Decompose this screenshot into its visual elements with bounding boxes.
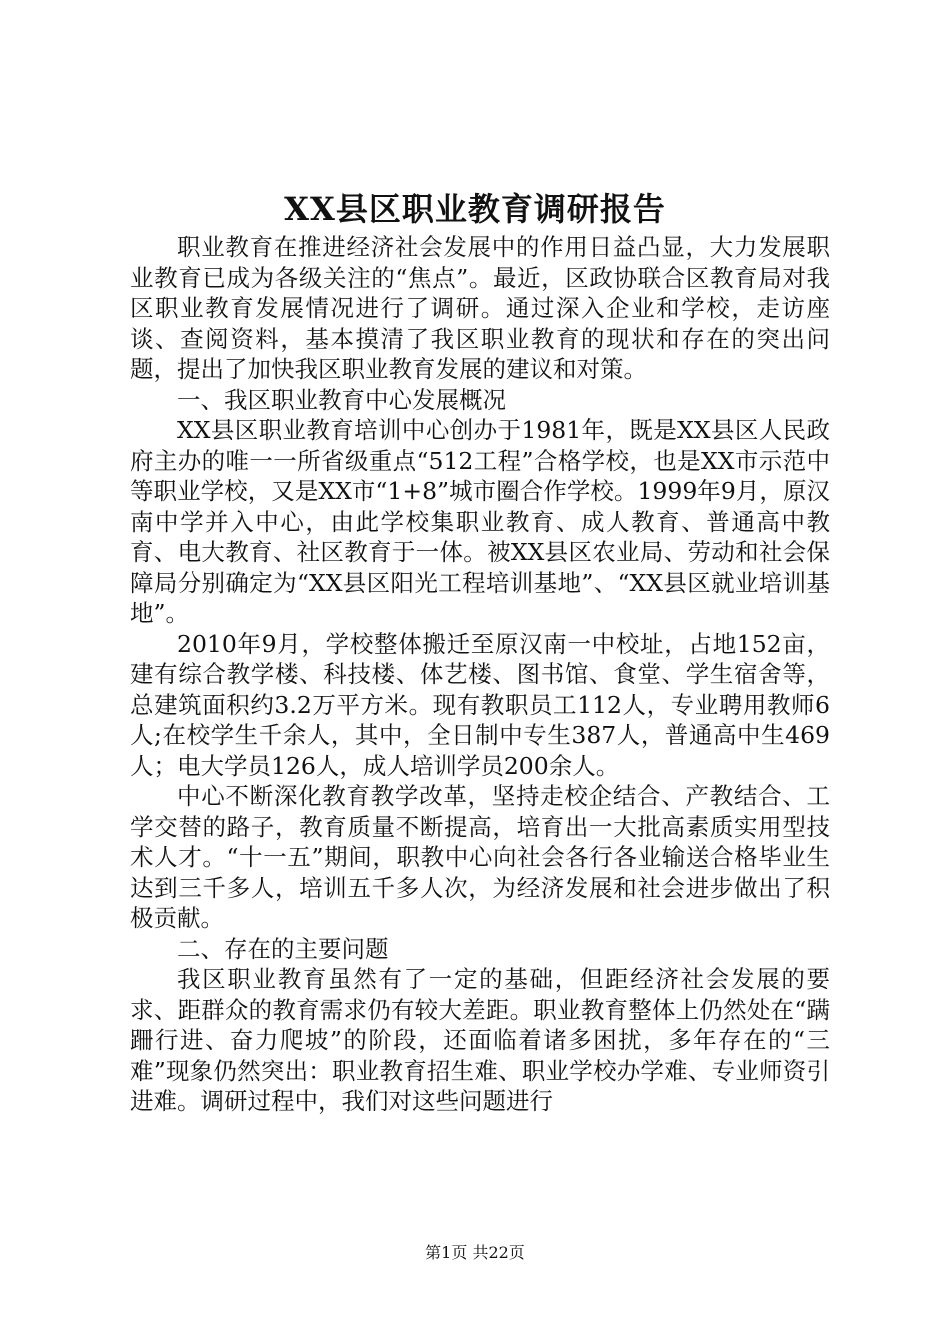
paragraph-reform: 中心不断深化教育教学改革，坚持走校企结合、产教结合、工学交替的路子，教育质量不断提高，培育出一大批高素质实用型技术人才。“十一五”期间，职教中心向社会各行各业输送合格毕业生达到三千多人，培训五千多人次，为经济发展和社会进步做出了积极贡献。 bbox=[130, 782, 830, 932]
paragraph-campus-facts: 2010年9月，学校整体搬迁至原汉南一中校址，占地152亩，建有综合教学楼、科技楼、体艺楼、图书馆、食堂、学生宿舍等，总建筑面积约3.2万平方米。现有教职员工112人，专业聘用教师6人;在校学生千余人，其中，全日制中专生387人，普通高中生469人；电大学员126人，成人培训学员200余人。 bbox=[130, 629, 830, 780]
paragraph-intro: 职业教育在推进经济社会发展中的作用日益凸显，大力发展职业教育已成为各级关注的“焦点”。最近，区政协联合区教育局对我区职业教育发展情况进行了调研。通过深入企业和学校，走访座谈、查阅资料，基本摸清了我区职业教育的现状和存在的突出问题，提出了加快我区职业教育发展的建议和对策。 bbox=[130, 233, 830, 383]
section-heading-2: 二、存在的主要问题 bbox=[177, 934, 389, 963]
document-body bbox=[130, 232, 830, 1117]
section-heading-1: 一、我区职业教育中心发展概况 bbox=[177, 385, 506, 414]
document-title: XX县区职业教育调研报告 bbox=[284, 190, 666, 228]
paragraph-center-history: XX县区职业教育培训中心创办于1981年，既是XX县区人民政府主办的唯一一所省级重点“512工程”合格学校，也是XX市示范中等职业学校，又是XX市“1+8”城市圈合作学校。1999年9月，原汉南中学并入中心，由此学校集职业教育、成人教育、普通高中教育、电大教育、社区教育于一体。被XX县区农业局、劳动和社会保障局分别确定为“XX县区阳光工程培训基地”、“XX县区就业培训基地”。 bbox=[130, 416, 830, 627]
paragraph-problems: 我区职业教育虽然有了一定的基础，但距经济社会发展的要求、距群众的教育需求仍有较大差距。职业教育整体上仍然处在“蹒跚行进、奋力爬坡”的阶段，还面临着诸多困扰，多年存在的“三难”现象仍然突出：职业教育招生难、职业学校办学难、专业师资引进难。调研过程中，我们对这些问题进行 bbox=[130, 965, 830, 1115]
page-number-footer: 第1页 共22页 bbox=[425, 1243, 525, 1262]
